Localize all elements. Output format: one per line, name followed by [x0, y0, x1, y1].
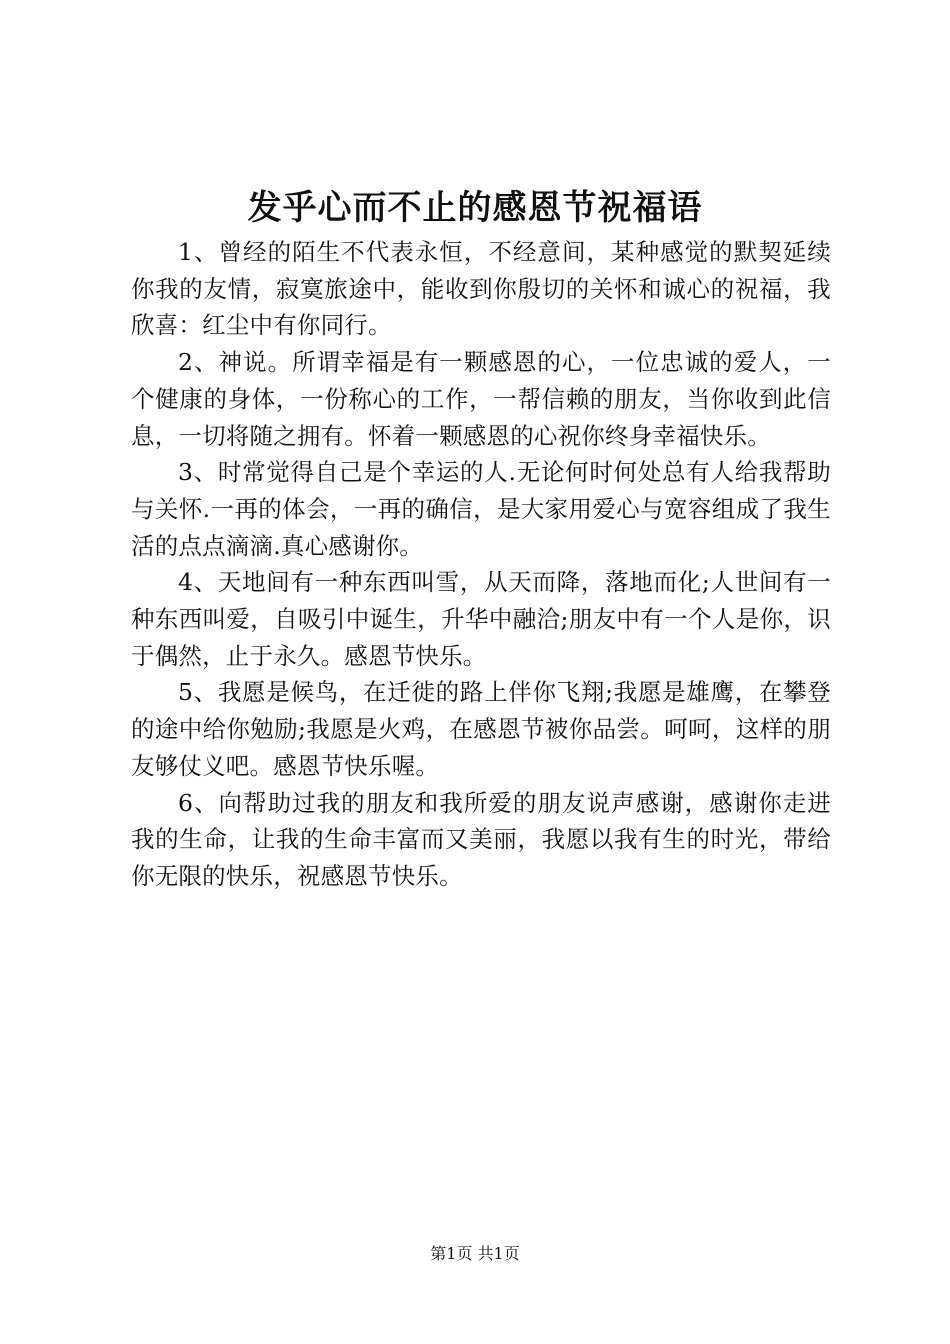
document-body [131, 234, 831, 895]
paragraph-6: 6、向帮助过我的朋友和我所爱的朋友说声感谢，感谢你走进我的生命，让我的生命丰富而又美丽，我愿以我有生的时光，带给你无限的快乐，祝感恩节快乐。 [131, 788, 831, 890]
paragraph-4: 4、天地间有一种东西叫雪，从天而降，落地而化;人世间有一种东西叫爱，自吸引中诞生，升华中融洽;朋友中有一个人是你，识于偶然，止于永久。感恩节快乐。 [131, 568, 831, 670]
paragraph-3: 3、时常觉得自己是个幸运的人.无论何时何处总有人给我帮助与关怀.一再的体会，一再的确信，是大家用爱心与宽容组成了我生活的点点滴滴.真心感谢你。 [131, 458, 831, 560]
paragraph-5: 5、我愿是候鸟，在迁徙的路上伴你飞翔;我愿是雄鹰，在攀登的途中给你勉励;我愿是火鸡，在感恩节被你品尝。呵呵，这样的朋友够仗义吧。感恩节快乐喔。 [131, 678, 831, 780]
paragraph-2: 2、神说。所谓幸福是有一颗感恩的心，一位忠诚的爱人，一个健康的身体，一份称心的工作，一帮信赖的朋友，当你收到此信息，一切将随之拥有。怀着一颗感恩的心祝你终身幸福快乐。 [131, 348, 831, 450]
page-footer: 第1页 共1页 [430, 1244, 520, 1263]
document-title: 发乎心而不止的感恩节祝福语 [247, 188, 703, 228]
paragraph-1: 1、曾经的陌生不代表永恒，不经意间，某种感觉的默契延续你我的友情，寂寞旅途中，能收到你殷切的关怀和诚心的祝福，我欣喜：红尘中有你同行。 [131, 238, 831, 340]
